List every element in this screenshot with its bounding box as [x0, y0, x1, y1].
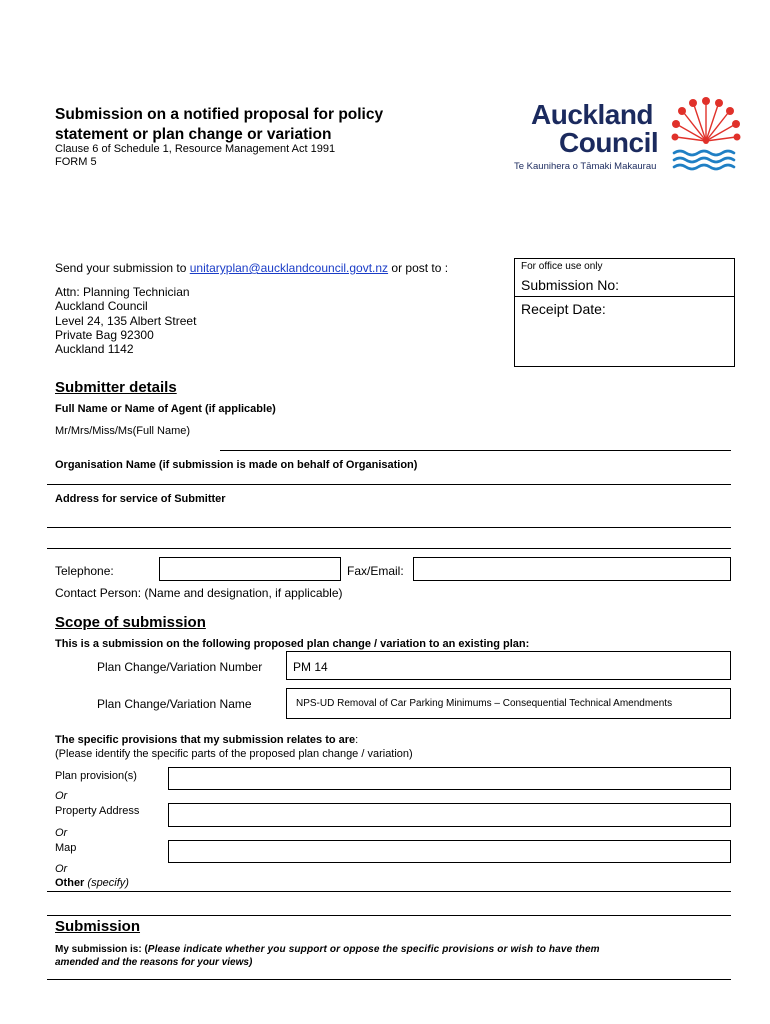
- plan-change-name-value: NPS-UD Removal of Car Parking Minimums – Consequential Technical Amendments: [296, 698, 673, 709]
- fax-email-input[interactable]: [413, 557, 731, 581]
- auckland-council-logo: [514, 95, 743, 175]
- send-instructions: [55, 261, 448, 275]
- title-line-2: statement or plan change or variation: [55, 126, 332, 143]
- pohutukawa-flower-icon: [670, 95, 742, 175]
- provisions-intro-text: The specific provisions that my submission relates to are: [55, 734, 356, 746]
- form-reference: [55, 143, 335, 169]
- submission-instructions: [55, 943, 735, 969]
- submission-heading: Submission: [55, 918, 141, 935]
- office-use-label: For office use only: [521, 261, 603, 272]
- address-line: Auckland 1142: [55, 342, 134, 357]
- submission-hint-line-2: amended and the reasons for your views): [55, 957, 253, 968]
- map-input[interactable]: [168, 840, 731, 863]
- send-suffix: or post to :: [388, 261, 449, 275]
- address-line: Level 24, 135 Albert Street: [55, 313, 197, 328]
- address-line: Attn: Planning Technician: [55, 285, 190, 299]
- submission-hint-line-1: Please indicate whether you support or oppose the specific provisions or wish to have them: [147, 944, 600, 955]
- page-title: [55, 105, 383, 145]
- or-separator: Or: [55, 790, 68, 802]
- logo-tagline: Te Kaunihera o Tāmaki Makaurau: [514, 161, 657, 172]
- property-address-label: Property Address: [55, 805, 140, 817]
- submitter-details-heading: Submitter details: [55, 379, 177, 396]
- plan-change-number-field[interactable]: [286, 651, 731, 680]
- property-address-input[interactable]: [168, 803, 731, 827]
- provisions-intro-colon: :: [355, 734, 359, 746]
- other-label-text: Other: [55, 877, 85, 889]
- scope-heading: Scope of submission: [55, 614, 206, 631]
- or-separator: Or: [55, 863, 68, 875]
- plan-change-number-value: PM 14: [293, 660, 328, 674]
- submission-lead: My submission is: (: [55, 944, 148, 955]
- submission-email-link[interactable]: unitaryplan@aucklandcouncil.govt.nz: [189, 261, 389, 275]
- plan-provisions-input[interactable]: [168, 767, 731, 790]
- form-number: FORM 5: [55, 156, 97, 168]
- plan-provisions-label: Plan provision(s): [55, 770, 137, 782]
- logo-word-auckland: Auckland: [531, 99, 654, 130]
- address-field-line-1[interactable]: [47, 527, 731, 528]
- plan-change-name-label: Plan Change/Variation Name: [97, 697, 252, 711]
- office-use-box: [514, 258, 735, 367]
- or-separator: Or: [55, 827, 68, 839]
- other-specify-text: (specify): [84, 877, 129, 889]
- office-divider: [515, 296, 734, 297]
- receipt-date-label: Receipt Date:: [521, 301, 606, 317]
- address-line: Private Bag 92300: [55, 327, 154, 342]
- contact-person-label: Contact Person: (Name and designation, if applicable): [55, 586, 343, 600]
- telephone-input[interactable]: [159, 557, 341, 581]
- send-prefix: Send your submission to: [55, 261, 190, 275]
- submission-field-line[interactable]: [47, 979, 731, 980]
- clause-text: Clause 6 of Schedule 1, Resource Management Act 1991: [55, 143, 336, 155]
- address-line: Auckland Council: [55, 299, 148, 314]
- scope-intro: This is a submission on the following proposed plan change / variation to an existing plan:: [55, 638, 530, 650]
- section-divider: [47, 915, 731, 916]
- specific-provisions-intro: [55, 733, 413, 761]
- submission-number-label: Submission No:: [521, 277, 620, 293]
- title-name-label: Mr/Mrs/Miss/Ms(Full Name): [55, 425, 191, 437]
- plan-change-number-label: Plan Change/Variation Number: [97, 660, 263, 674]
- provisions-hint: (Please identify the specific parts of the proposed plan change / variation): [55, 748, 413, 760]
- other-label: [55, 877, 129, 889]
- full-name-label: Full Name or Name of Agent (if applicable): [55, 403, 276, 415]
- logo-word-council: Council: [559, 127, 659, 158]
- title-line-1: Submission on a notified proposal for policy: [55, 106, 384, 123]
- other-field[interactable]: [47, 891, 731, 892]
- organisation-field[interactable]: [47, 484, 731, 485]
- full-name-field[interactable]: [220, 450, 731, 451]
- map-label: Map: [55, 842, 77, 854]
- postal-address: [55, 285, 196, 356]
- telephone-label: Telephone:: [55, 564, 114, 578]
- fax-email-label: Fax/Email:: [347, 564, 404, 578]
- plan-change-name-field[interactable]: [286, 688, 731, 719]
- address-label: Address for service of Submitter: [55, 493, 226, 505]
- organisation-label: Organisation Name (if submission is made on behalf of Organisation): [55, 459, 418, 471]
- address-field-line-2[interactable]: [47, 548, 731, 549]
